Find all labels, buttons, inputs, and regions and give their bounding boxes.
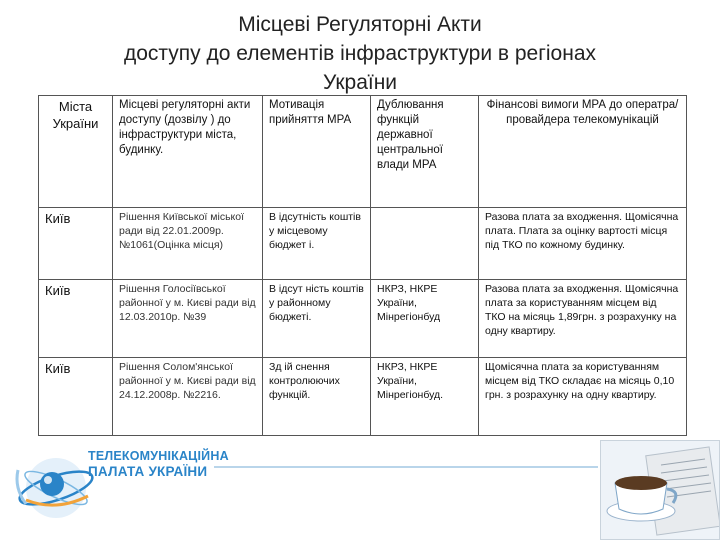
table-header-row [39,96,687,208]
logo-line-2: ПАЛАТА УКРАЇНИ [88,464,208,479]
logo-line-1: ТЕЛЕКОМУНІКАЦІЙНА [88,449,229,463]
cell-financial: Разова плата за входження. Щомісячна плата за користуванням місцем від ТКО на місяць 1,89грн. з розрахунку на одну квартиру. [479,280,687,358]
table-row [39,358,687,436]
cell-financial: Щомісячна плата за користуванням місцем від ТКО складає на місяць 0,10 грн. з розрахунку на одну квартиру. [479,358,687,436]
cell-duplication: НКРЗ, НКРЕ України, Мінрегіонбуд. [371,358,479,436]
cell-act: Рішення Київської міської ради від 22.01.2009р. №1061(Оцінка місця) [113,208,263,280]
header-cities: Міста України [39,96,113,208]
title-line-1: Місцеві Регуляторні Акти [238,13,482,36]
decorative-stripe [214,466,598,468]
table-row [39,280,687,358]
header-local-acts: Місцеві регуляторні акти доступу (дозвілу ) до інфраструктури міста, будинку. [113,96,263,208]
slide-title [40,10,680,97]
cell-motivation: В ідсут ність коштів у районному бюджеті. [263,280,371,358]
cell-city: Київ [39,208,113,280]
regulatory-acts-table [38,95,687,436]
cell-duplication: НКРЗ, НКРЕ України, Мінрегіонбуд [371,280,479,358]
header-duplication: Дублювання функцій державної центральної влади МРА [371,96,479,208]
cell-city: Київ [39,280,113,358]
title-line-2: доступу до елементів інфраструктури в регіонах [123,42,597,65]
title-line-3: України [322,71,398,94]
coffee-cup-newspaper-icon [600,440,720,540]
table-row [39,208,687,280]
cell-act: Рішення Солом'янської районної у м. Києві ради від 24.12.2008р. №2216. [113,358,263,436]
cell-motivation: В ідсутність коштів у місцевому бюджет і. [263,208,371,280]
cell-act: Рішення Голосіївської районної у м. Києві ради від 12.03.2010р. №39 [113,280,263,358]
header-financial: Фінансові вимоги МРА до оператра/провайдера телекомунікацій [479,96,687,208]
cell-motivation: Зд ій снення контролюючих функцій. [263,358,371,436]
cell-city: Київ [39,358,113,436]
header-motivation: Мотивація прийняття МРА [263,96,371,208]
cell-financial: Разова плата за входження. Щомісячна плата. Плата за оцінку вартості місця під ТКО по кожному будинку. [479,208,687,280]
cell-duplication [371,208,479,280]
chamber-logo-text [88,448,229,480]
